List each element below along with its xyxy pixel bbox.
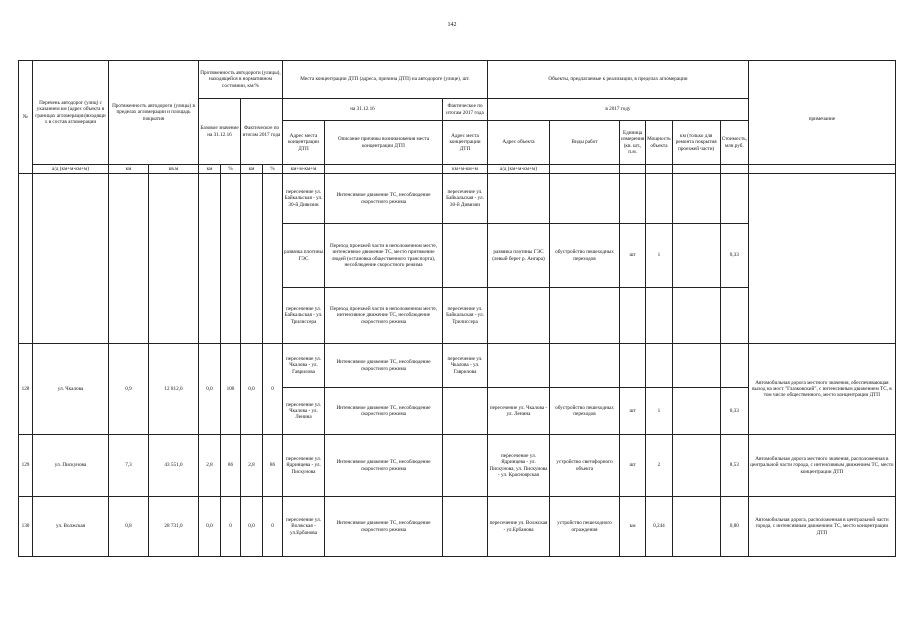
cell-empty [488,344,550,388]
cell-empty [646,174,673,224]
cell-empty [672,174,720,224]
col-header-base-value: Базовое значение на 31.12.16 [199,99,241,165]
header-units-row [19,165,896,174]
base-km: 2,8 [199,435,221,497]
unit-sqm: кв.м [149,165,199,174]
table-row [19,435,896,497]
unit-fact-pct: % [263,165,283,174]
dtp-address: пересечение ул. Чкалова - ул. Ленина [283,388,325,435]
base-km: 0,0 [199,497,221,557]
table-row [19,174,896,224]
col-header-work-types: Виды работ [550,121,620,165]
unit: шт [620,435,646,497]
fact-pct: 0 [263,344,283,435]
cell-empty [672,497,720,557]
col-header-dtp-reason: Описание причины возникновения места концентрации ДТП [325,121,443,165]
cell-empty [720,344,748,388]
col-header-note: примечание [748,61,895,165]
cell-empty [221,174,241,344]
col-header-as-of-date: на 31.12.16 [283,99,443,121]
quantity: 1 [646,224,673,288]
base-km: 0,0 [199,344,221,435]
cell-empty [620,174,646,224]
fact-pct: 0 [263,497,283,557]
object-address: пересечение ул. Чкалова - ул. Ленина [488,388,550,435]
dtp-address: пересечение ул. Байкальская - ул. Трилиссера [283,288,325,344]
cell-empty [620,288,646,344]
col-header-fact-state: Фактическое по итогам 2017 года [241,99,283,165]
object-address: пересечение ул. Волжская - ул.Ербанова [488,497,550,557]
unit: шт [620,388,646,435]
unit-empty [720,165,748,174]
unit-empty [620,165,646,174]
unit-empty [748,165,895,174]
dtp-address: пересечение ул. Чкалова - ул. Гаврилова [283,344,325,388]
cost: 0,33 [720,388,748,435]
dtp-address: развязка плотины ГЭС [283,224,325,288]
unit-empty [550,165,620,174]
col-header-road-list: Перечень автодорог (улиц) с указанием км (адрес объекта в границах агломерации)входящи х в состав агломерации [33,61,109,165]
dtp-address: пересечение ул. Байкальская - ул. 30-й Дивизии [283,174,325,224]
row-number: 129 [19,435,33,497]
road-length: 7,3 [109,435,149,497]
object-address: пересечение ул. Ядринцева - ул. Пискунова, ул. Пискунова - ул. Красноярская [488,435,550,497]
cell-empty [443,435,488,497]
cell-empty [720,288,748,344]
cell-empty [550,288,620,344]
dtp-address-fact: пересечение ул. Байкальская - ул. 30-й Дивизии [443,174,488,224]
object-address: развязка плотины ГЭС (левый берег р. Ангара) [488,224,550,288]
fact-pct: 86 [263,435,283,497]
cell-empty [748,174,895,344]
unit-road: а/д (км+м-км+м) [33,165,109,174]
base-pct: 86 [221,435,241,497]
unit-object-address: а/д (км+м-км+м) [488,165,550,174]
work-type: устройство светофорного объекта [550,435,620,497]
dtp-reason: Интенсивное движение ТС, несоблюдение скоростного режима [325,435,443,497]
quantity: 0,244 [646,497,673,557]
fact-km: 0,0 [241,344,263,435]
cell-empty [109,174,149,344]
cell-empty [646,288,673,344]
cell-empty [19,174,33,344]
col-header-object-address: Адрес объекта [488,121,550,165]
fact-km: 2,8 [241,435,263,497]
unit-fact-km: км [241,165,263,174]
road-area: 12 812,0 [149,344,199,435]
unit-empty [672,165,720,174]
page-number: 142 [447,22,457,28]
row-number: 128 [19,344,33,435]
cell-empty [488,288,550,344]
road-area: 28 731,0 [149,497,199,557]
base-pct: 100 [221,344,241,435]
col-header-dtp-address-fact: Адрес места концентрации ДТП [443,121,488,165]
dtp-address-fact: пересечение ул. Чкалова - ул. Гаврилова [443,344,488,388]
unit-dtp-address: км+м-км+м [283,165,325,174]
cell-empty [443,388,488,435]
dtp-address: пересечение ул. Волжская - ул.Ербанова [283,497,325,557]
cell-empty [550,344,620,388]
col-header-length-area: Протяженность автодороги (улицы) в пределах агломерации и площадь покрытия [109,61,199,165]
work-type: устройство пешеходного ограждения [550,497,620,557]
road-length: 0,9 [109,344,149,435]
cell-empty [149,174,199,344]
dtp-reason: Переход проезжей части в неположенном месте, интенсивное движение ТС, несоблюдение скоростного режима [325,288,443,344]
cell-empty [550,174,620,224]
col-header-objects: Объекты, предлагаемые к реализации, в пределах агломерации [488,61,749,99]
header-row-1 [19,61,896,99]
col-header-km-repair: км (только для ремонта покрытия проезжей части) [672,121,720,165]
cell-empty [720,174,748,224]
note: Автомобильная дорога местного значения, обеспечивающая выход на мост "Глазковский", с интенсивным движением ТС, в том числе общественного, место концентрации ДТП [748,344,895,435]
road-name: ул. Чкалова [33,344,109,435]
dtp-address-fact: пересечение ул. Байкальская - ул. Трилиссера [443,288,488,344]
unit-base-km: км [199,165,221,174]
note: Автомобильная дорога местного значения, расположенная в центральной части города, с интенсивным движением ТС, место концентрации ДТП [748,435,895,497]
unit-base-pct: % [221,165,241,174]
col-header-normative-state: Протяженность автодороги (улицы), находящейся в нормативном состоянии, км/% [199,61,283,99]
col-header-year: в 2017 году [488,99,749,121]
cell-empty [672,435,720,497]
work-type: обустройство пешеходных переходов [550,224,620,288]
unit: км [620,497,646,557]
road-length: 0,8 [109,497,149,557]
cell-empty [646,344,673,388]
cell-empty [488,174,550,224]
unit: шт [620,224,646,288]
cost: 0,33 [720,224,748,288]
fact-km: 0,0 [241,497,263,557]
cell-empty [263,174,283,344]
unit-dtp-fact: км+м-км+м [443,165,488,174]
road-name: ул. Пискунова [33,435,109,497]
dtp-reason: Интенсивное движение ТС, несоблюдение скоростного режима [325,174,443,224]
cell-empty [199,174,221,344]
col-header-dtp-places: Места концентрации ДТП (адреса, причина ДТП) на автодороге (улице), шт. [283,61,488,99]
col-header-cost: Стоимость, млн.руб. [720,121,748,165]
cell-empty [443,497,488,557]
quantity: 2 [646,435,673,497]
cell-empty [672,224,720,288]
col-header-fact-dtp: Фактическое по итогам 2017 года [443,99,488,121]
table-row [19,344,896,388]
cell-empty [33,174,109,344]
cost: 8,53 [720,435,748,497]
col-header-capacity: Мощность объекта [646,121,673,165]
cell-empty [241,174,263,344]
agglomeration-roads-table [18,60,896,557]
table-row [19,497,896,557]
col-header-unit: Единица измерения (кв. шт., п.м. [620,121,646,165]
col-header-dtp-address: Адрес места концентрации ДТП [283,121,325,165]
dtp-reason: Интенсивное движение ТС, несоблюдение скоростного режима [325,388,443,435]
cell-empty [672,344,720,388]
cell-empty [672,388,720,435]
quantity: 1 [646,388,673,435]
row-number: 130 [19,497,33,557]
dtp-reason: Интенсивное движение ТС, несоблюдение скоростного режима [325,497,443,557]
cell-empty [620,344,646,388]
work-type: обустройство пешеходных переходов [550,388,620,435]
note: Автомобильная дорога, расположенная в центральной части города, с интенсивным движением ТС, место концентрации ДТП [748,497,895,557]
dtp-reason: Интенсивное движение ТС, несоблюдение скоростного режима [325,344,443,388]
dtp-reason: Переход проезжей части в неположенном месте, интенсивное движение ТС, место притяжение людей (остановка общественного транспорта), несоблюдение скоростного режима [325,224,443,288]
dtp-address: пересечение ул. Ядринцева - ул. Пискунова [283,435,325,497]
cell-empty [443,224,488,288]
unit-km: км [109,165,149,174]
cost: 0,80 [720,497,748,557]
cell-empty [672,288,720,344]
road-area: 43 551,0 [149,435,199,497]
road-name: ул. Волжская [33,497,109,557]
col-header-no: № [19,61,33,174]
unit-dtp-reason-empty [325,165,443,174]
base-pct: 0 [221,497,241,557]
unit-empty [646,165,673,174]
